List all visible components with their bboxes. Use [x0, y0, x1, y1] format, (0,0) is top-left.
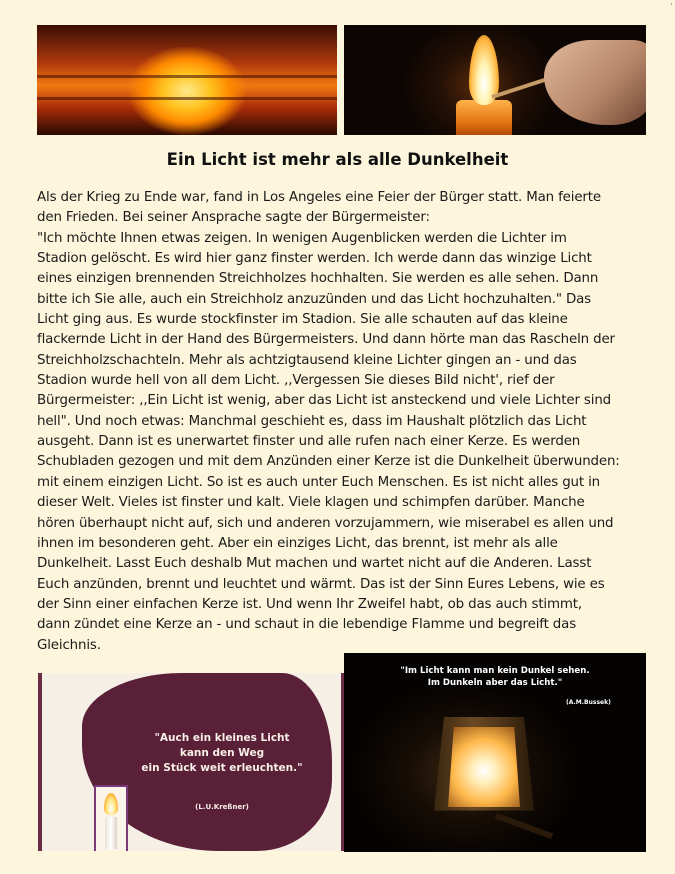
- text-line: ihnen im besonderen geht. Aber ein einziges Licht, das brennt, ist mehr als alle: [37, 535, 558, 551]
- lantern-image: [344, 653, 646, 852]
- lantern-arm: [495, 813, 553, 839]
- text-line: Euch anzünden, brennt und leuchtet und wärmt. Das ist der Sinn Eures Lebens, wie es: [37, 576, 605, 592]
- candle: [456, 100, 512, 135]
- text-line: Bürgermeister: ,,Ein Licht ist wenig, aber das Licht ist ansteckend und viele Lichter sind: [37, 393, 612, 409]
- quote-author: (L.U.Kreßner): [195, 803, 249, 811]
- text-line: den Frieden. Bei seiner Ansprache sagte der Bürgermeister:: [37, 210, 430, 226]
- text-line: hell". Und noch etwas: Manchmal geschieht es, dass im Haushalt plötzlich das Licht: [37, 413, 587, 429]
- text-line: "Ich möchte Ihnen etwas zeigen. In wenigen Augenblicken werden die Lichter im: [37, 230, 567, 246]
- lantern-glow: [448, 727, 520, 807]
- candle-body: [105, 817, 117, 849]
- quote-line: ein Stück weit erleuchten.": [141, 762, 303, 774]
- text-line: der Sinn einer einfachen Kerze ist. Und wenn Ihr Zweifel habt, ob das auch stimmt,: [37, 596, 582, 612]
- text-line: Als der Krieg zu Ende war, fand in Los Angeles eine Feier der Bürger statt. Man feierte: [37, 190, 601, 205]
- text-line: Licht ging aus. Es wurde stockfinster im Stadion. Sie alle schauten auf das kleine: [37, 312, 568, 328]
- text-line: mit einem einzigen Licht. So ist es auch unter Euch Menschen. Es ist nicht alles gut in: [37, 474, 600, 490]
- quote-text: [122, 731, 322, 776]
- text-line: hören überhaupt nicht auf, sich und anderen vorzujammern, wie miserabel es allen und: [37, 515, 614, 531]
- text-line: Dunkelheit. Lasst Euch deshalb Mut machen und wartet nicht auf die Anderen. Lasst: [37, 556, 592, 572]
- text-line: Stadion wurde hell von all dem Licht. ,,Vergessen Sie dieses Bild nicht', rief der: [37, 373, 555, 389]
- quote-line: "Auch ein kleines Licht: [154, 732, 290, 744]
- text-line: Schubladen gezogen und mit dem Anzünden einer Kerze ist die Dunkelheit überwunden:: [37, 454, 620, 470]
- text-line: Stadion gelöscht. Es wird hier ganz finster werden. Ich werde dann das winzige Licht: [37, 251, 592, 267]
- text-line: bitte ich Sie alle, auch ein Streichholz anzuzünden und das Licht hochzuhalten." Das: [37, 291, 592, 307]
- quote-line: kann den Weg: [179, 747, 265, 759]
- text-line: Gleichnis.: [37, 637, 101, 653]
- story-text: [37, 188, 647, 656]
- corner-mark: ·: [670, 0, 673, 10]
- text-line: dieser Welt. Vieles ist finster und kalt. Viele klagen und schimpfen darüber. Manche: [37, 495, 585, 511]
- hand: [544, 40, 646, 125]
- page-title: Ein Licht ist mehr als alle Dunkelheit: [166, 150, 509, 169]
- text-line: flackernde Licht in der Hand des Bürgermeisters. Und dann hörte man das Rascheln der: [37, 332, 615, 348]
- candle-match-image: [344, 25, 646, 135]
- lantern-quote-line: Im Dunkeln aber das Licht.": [427, 678, 563, 688]
- candle-flame: [104, 793, 118, 815]
- cloud-band: [37, 97, 337, 100]
- cloud-band: [37, 75, 337, 78]
- text-line: dann zündet eine Kerze an - und schaut in die lebendige Flamme und begreift das: [37, 617, 577, 633]
- lantern-quote-line: "Im Licht kann man kein Dunkel sehen.: [400, 666, 590, 676]
- candle-icon: [94, 785, 128, 851]
- lantern-quote-author: (A.M.Bussek): [566, 699, 611, 706]
- quote-card-candle: [38, 673, 345, 851]
- text-line: Streichholzschachteln. Mehr als achtzigtausend kleine Lichter gingen an - und das: [37, 352, 577, 368]
- text-line: eines einzigen brennenden Streichholzes hochhalten. Sie werden es alle sehen. Dann: [37, 271, 599, 287]
- sunset-image: [37, 25, 337, 135]
- text-line: ausgeht. Dann ist es unerwartet finster und alle rufen nach einer Kerze. Es werden: [37, 434, 581, 450]
